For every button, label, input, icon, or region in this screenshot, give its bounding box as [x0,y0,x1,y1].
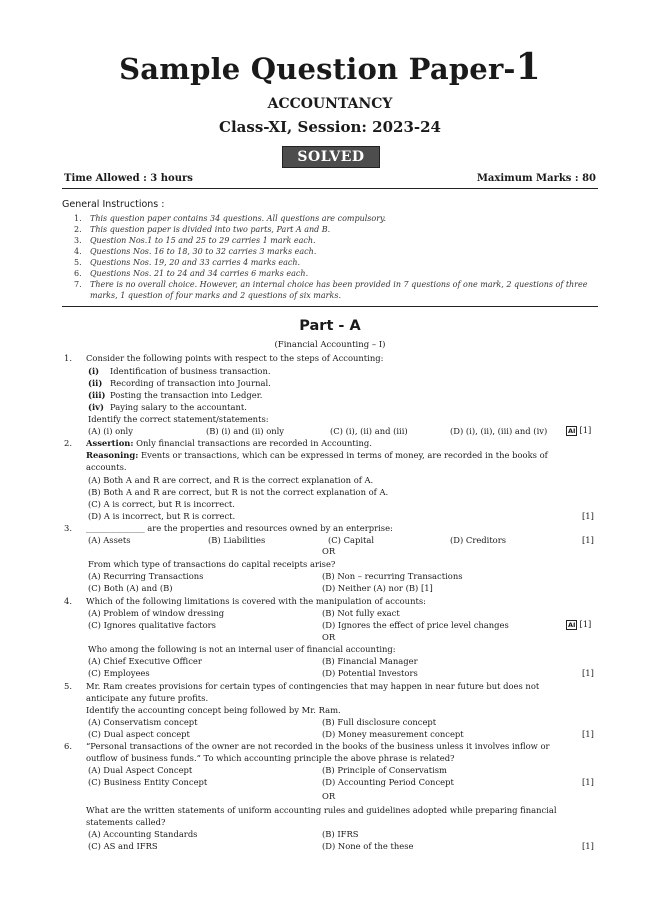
option: (C) Employees [88,668,150,678]
option: (C) (i), (ii) and (iii) [330,426,408,436]
option: (B) Principle of Conservatism [322,765,448,775]
instruction-item: 6. Questions Nos. 21 to 24 and 34 carries 6 marks each. [74,269,309,278]
option: (A) Both A and R are correct, and R is the correct explanation of A. [88,475,374,485]
divider [62,188,598,189]
question-number: 2. [64,438,72,448]
option: (B) Full disclosure concept [322,717,437,727]
option: (C) Ignores qualitative factors [88,620,216,630]
question-text: Which of the following limitations is covered with the manipulation of accounts: [86,596,426,606]
option: (D) Accounting Period Concept [322,777,454,787]
part-subtitle: (Financial Accounting – I) [274,340,386,350]
option: (D) (i), (ii), (iii) and (iv) [450,426,548,436]
max-marks: Maximum Marks : 80 [476,173,596,184]
list-item: (i) Identification of business transaction. [88,366,271,376]
question-number: 4. [64,596,72,606]
time-allowed: Time Allowed : 3 hours [64,173,193,184]
option: (C) Business Entity Concept [88,777,208,787]
instruction-item: 4. Questions Nos. 16 to 18, 30 to 32 carries 3 marks each. [74,247,317,256]
option: (D) Potential Investors [322,668,418,678]
question-text: From which type of transactions do capital receipts arise? [88,559,336,569]
option: (A) Accounting Standards [88,829,198,839]
option: (A) Problem of window dressing [88,608,225,618]
instruction-item: marks, 1 question of four marks and 2 questions of six marks. [90,291,341,300]
instructions-heading: General Instructions : [62,199,165,210]
option: (D) Neither (A) nor (B) [1] [322,583,433,593]
marks: [1] [582,535,594,545]
list-item: (iv) Paying salary to the accountant. [88,402,247,412]
option: (D) None of the these [322,841,414,851]
instruction-item: 3. Question Nos.1 to 15 and 25 to 29 carries 1 mark each. [74,236,316,245]
option: (A) (i) only [88,426,133,436]
question-text: anticipate any future profits. [86,693,209,703]
instruction-item: 1. This question paper contains 34 questions. All questions are compulsory. [74,214,387,223]
instruction-item: 2. This question paper is divided into two parts, Part A and B. [74,225,331,234]
option: (D) Money measurement concept [322,729,464,739]
question-text: What are the written statements of uniform accounting rules and guidelines adopted while preparing financial [86,805,557,815]
marks: [1] [582,729,594,739]
question-text: outflow of business funds.” To which accounting principle the above phrase is related? [86,753,455,763]
question-text: Reasoning: Events or transactions, which can be expressed in terms of money, are recorded in the books of [86,450,548,460]
question-text: accounts. [86,462,127,472]
or-separator: OR [322,546,336,556]
option: (D) A is incorrect, but R is correct. [88,511,236,521]
option: (B) Liabilities [208,535,266,545]
marks: [1] [582,511,594,521]
option: (B) Non – recurring Transactions [322,571,463,581]
option: (C) Capital [328,535,375,545]
class-session: Class-XI, Session: 2023-24 [219,118,441,136]
option: (A) Conservatism concept [88,717,198,727]
ai-tag: AI [568,427,576,435]
option: (B) Not fully exact [322,608,400,618]
marks: AI [1] [568,425,592,435]
option: (A) Recurring Transactions [88,571,204,581]
option: (B) IFRS [322,829,359,839]
option: (B) Financial Manager [322,656,418,666]
solved-badge: SOLVED [282,146,380,168]
question-text: Consider the following points with respect to the steps of Accounting: [86,353,384,363]
marks: [1] [582,668,594,678]
question-text: statements called? [86,817,166,827]
option: (C) AS and IFRS [88,841,158,851]
title-number: 1 [515,46,541,88]
option: (D) Ignores the effect of price level changes [322,620,509,630]
marks: [1] [582,777,594,787]
instruction-item: 7. There is no overall choice. However, an internal choice has been provided in 7 questions of one mark, 2 questions of three [74,280,588,289]
option: (C) Dual aspect concept [88,729,190,739]
page-title [0,46,660,88]
ai-tag: AI [568,621,576,629]
question-number: 3. [64,523,72,533]
question-text: Identify the correct statement/statements: [88,414,269,424]
marks: AI [1] [568,619,592,629]
option: (A) Chief Executive Officer [88,656,202,666]
list-item: (iii) Posting the transaction into Ledger. [88,390,263,400]
marks: [1] [582,841,594,851]
question-text: “Personal transactions of the owner are not recorded in the books of the business unless it involves inflow or [86,741,550,751]
or-separator: OR [322,791,336,801]
option: (A) Dual Aspect Concept [88,765,193,775]
option: (D) Creditors [450,535,507,545]
option: (B) Both A and R are correct, but R is not the correct explanation of A. [88,487,389,497]
instruction-item: 5. Questions Nos. 19, 20 and 33 carries 4 marks each. [74,258,301,267]
question-number: 1. [64,353,72,363]
option: (A) Assets [88,535,131,545]
title-text: Sample Question Paper- [119,52,516,86]
question-number: 5. [64,681,72,691]
option: (B) (i) and (ii) only [206,426,285,436]
question-text: Mr. Ram creates provisions for certain types of contingencies that may happen in near future but does not [86,681,540,691]
divider [62,306,598,307]
question-text: ______________ are the properties and resources owned by an enterprise: [86,523,393,533]
subject: ACCOUNTANCY [267,96,393,112]
question-text: Assertion: Only financial transactions are recorded in Accounting. [86,438,372,448]
question-text: Identify the accounting concept being followed by Mr. Ram. [86,705,341,715]
question-number: 6. [64,741,72,751]
option: (C) A is correct, but R is incorrect. [88,499,235,509]
list-item: (ii) Recording of transaction into Journal. [88,378,271,388]
or-separator: OR [322,632,336,642]
question-text: Who among the following is not an internal user of financial accounting: [88,644,396,654]
part-title: Part - A [299,318,361,334]
option: (C) Both (A) and (B) [88,583,173,593]
